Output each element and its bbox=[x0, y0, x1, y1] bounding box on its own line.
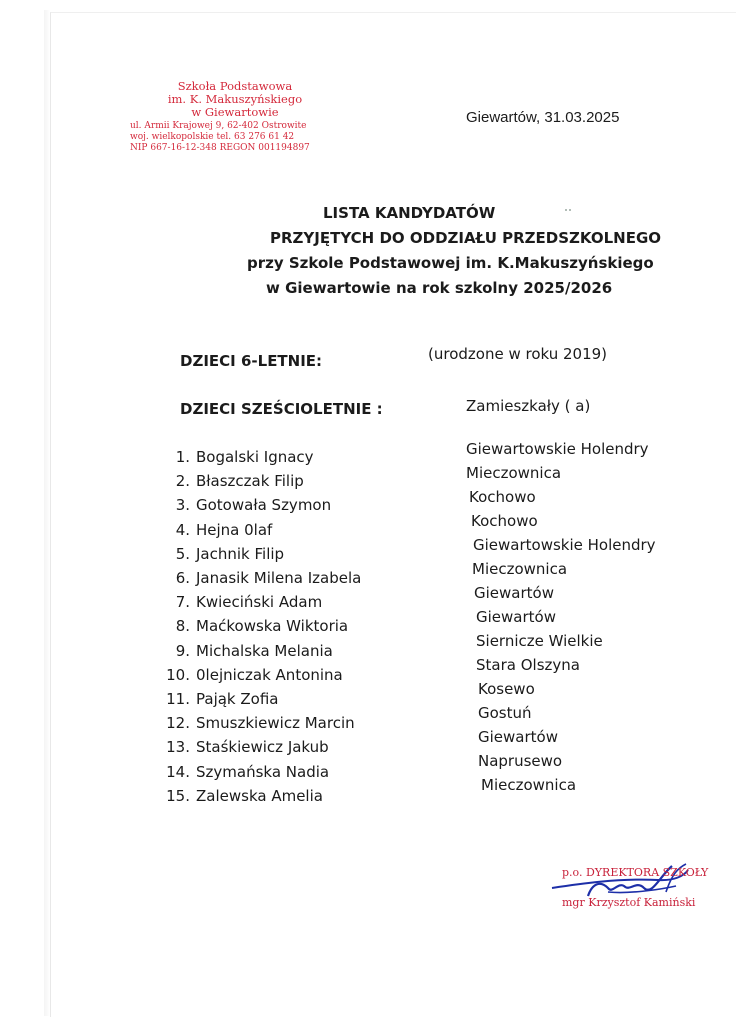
title-line-2: PRZYJĘTYCH DO ODDZIAŁU PRZEDSZKOLNEGO bbox=[270, 229, 662, 247]
list-number: 7. bbox=[175, 593, 190, 611]
child-name: Hejna 0laf bbox=[196, 521, 273, 539]
child-name: Michalska Melania bbox=[196, 642, 333, 660]
list-number: 13. bbox=[166, 738, 190, 756]
child-name: Maćkowska Wiktoria bbox=[196, 617, 349, 635]
child-residence: Giewartów bbox=[476, 608, 556, 626]
child-name: 0lejniczak Antonina bbox=[196, 666, 343, 684]
child-name-row bbox=[160, 448, 314, 466]
list-number: 14. bbox=[166, 763, 190, 781]
child-residence: Naprusewo bbox=[478, 752, 563, 770]
child-residence: Giewartów bbox=[478, 728, 558, 746]
stamp-line-2: im. K. Makuszyńskiego bbox=[167, 92, 303, 106]
document-date: Giewartów, 31.03.2025 bbox=[466, 109, 620, 126]
child-residence: Giewartowskie Holendry bbox=[466, 440, 649, 458]
section-heading-6-letnie: DZIECI 6-LETNIE: bbox=[180, 352, 323, 370]
child-residence: Stara Olszyna bbox=[476, 656, 580, 674]
child-name: Kwieciński Adam bbox=[196, 593, 323, 611]
child-name: Bogalski Ignacy bbox=[196, 448, 314, 466]
child-name-row bbox=[160, 738, 329, 756]
child-residence: Mieczownica bbox=[481, 776, 577, 794]
child-name: Pająk Zofia bbox=[196, 690, 279, 708]
child-name-row bbox=[160, 666, 343, 684]
stamp-line-3: w Giewartowie bbox=[191, 105, 279, 119]
signature-title: p.o. DYREKTORA SZKOŁY bbox=[562, 866, 709, 879]
child-name: Gotowała Szymon bbox=[196, 496, 332, 514]
child-name-row bbox=[160, 690, 278, 708]
list-number: 10. bbox=[166, 666, 190, 684]
list-number: 11. bbox=[166, 690, 190, 708]
title-line-4: w Giewartowie na rok szkolny 2025/2026 bbox=[266, 279, 613, 297]
school-stamp bbox=[130, 80, 340, 154]
director-signature-block bbox=[548, 862, 718, 922]
stamp-nip-regon: NIP 667-16-12-348 REGON 001194897 bbox=[130, 143, 310, 153]
birth-year-note: (urodzone w roku 2019) bbox=[428, 345, 608, 363]
child-residence: Mieczownica bbox=[472, 560, 568, 578]
child-name: Zalewska Amelia bbox=[196, 787, 323, 805]
child-residence: Kochowo bbox=[471, 512, 538, 530]
child-name: Szymańska Nadia bbox=[196, 763, 330, 781]
child-residence: Kochowo bbox=[469, 488, 536, 506]
list-number: 2. bbox=[175, 472, 190, 490]
child-name: Janasik Milena Izabela bbox=[196, 569, 362, 587]
stamp-address: ul. Armii Krajowej 9, 62-402 Ostrowite bbox=[130, 121, 307, 131]
list-number: 12. bbox=[166, 714, 190, 732]
stamp-phone: woj. wielkopolskie tel. 63 276 61 42 bbox=[130, 132, 295, 142]
title-line-1: LISTA KANDYDATÓW bbox=[323, 204, 496, 222]
child-name: Smuszkiewicz Marcin bbox=[196, 714, 355, 732]
list-number: 9. bbox=[175, 642, 190, 660]
child-name-row bbox=[160, 787, 323, 805]
signature-name: mgr Krzysztof Kamiński bbox=[562, 896, 696, 909]
child-residence: Giewartów bbox=[474, 584, 554, 602]
child-name-row bbox=[160, 521, 272, 539]
child-residence: Mieczownica bbox=[466, 464, 562, 482]
scan-speck bbox=[564, 208, 572, 212]
list-number: 8. bbox=[175, 617, 190, 635]
child-name-row bbox=[160, 714, 355, 732]
child-name-row bbox=[160, 763, 329, 781]
list-number: 1. bbox=[175, 448, 190, 466]
child-name-row bbox=[160, 593, 322, 611]
child-name-row bbox=[160, 569, 361, 587]
child-name-row bbox=[160, 642, 333, 660]
child-name: Jachnik Filip bbox=[196, 545, 285, 563]
child-residence: Giewartowskie Holendry bbox=[473, 536, 656, 554]
child-name-row bbox=[160, 496, 331, 514]
list-number: 5. bbox=[175, 545, 190, 563]
list-number: 15. bbox=[166, 787, 190, 805]
child-name-row bbox=[160, 545, 284, 563]
child-residence: Gostuń bbox=[478, 704, 532, 722]
child-residence: Siernicze Wielkie bbox=[476, 632, 603, 650]
title-line-3: przy Szkole Podstawowej im. K.Makuszyńskiego bbox=[247, 254, 654, 272]
child-name: Błaszczak Filip bbox=[196, 472, 304, 490]
list-number: 3. bbox=[175, 496, 190, 514]
child-name-row bbox=[160, 617, 348, 635]
stamp-line-1: Szkoła Podstawowa bbox=[177, 79, 293, 93]
residence-column-heading: Zamieszkały ( a) bbox=[466, 397, 591, 415]
section-heading-szescioletnie: DZIECI SZEŚCIOLETNIE : bbox=[180, 400, 383, 418]
child-name: Staśkiewicz Jakub bbox=[196, 738, 329, 756]
list-number: 4. bbox=[175, 521, 190, 539]
child-residence: Kosewo bbox=[478, 680, 535, 698]
list-number: 6. bbox=[175, 569, 190, 587]
child-name-row bbox=[160, 472, 304, 490]
